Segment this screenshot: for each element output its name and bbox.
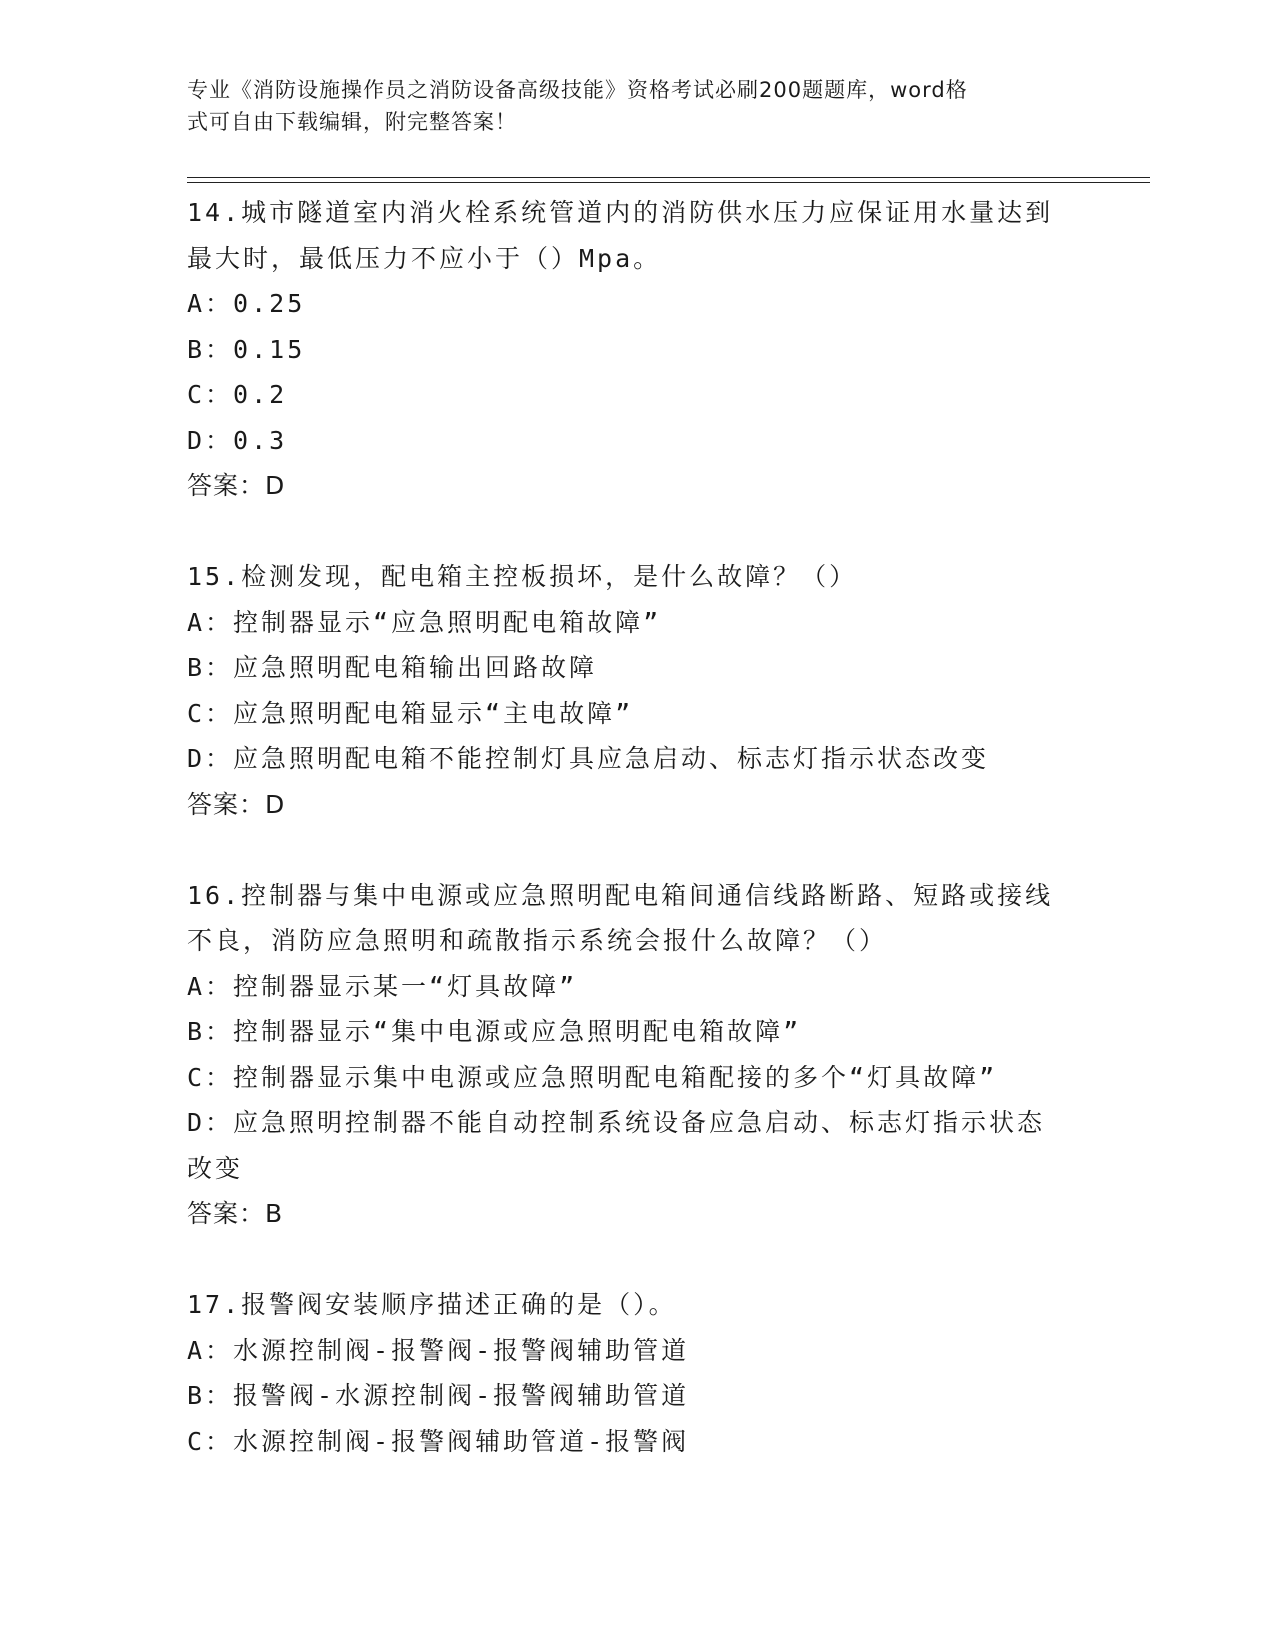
- document-header: [187, 74, 1067, 138]
- header-divider-bottom: [187, 182, 1150, 183]
- question-17: [187, 1282, 1087, 1464]
- question-stem-continued: 最大时，最低压力不应小于（）Mpa。: [187, 243, 662, 273]
- question-14: [187, 190, 1087, 509]
- header-divider-top: [187, 177, 1150, 178]
- option-a: A：0.25: [187, 289, 306, 318]
- option-a: A：控制器显示“应急照明配电箱故障”: [187, 607, 662, 637]
- answer-line: 答案：B: [187, 1199, 284, 1228]
- question-spacer: [187, 509, 1087, 555]
- option-d-continued: 改变: [187, 1153, 244, 1183]
- option-c: C：应急照明配电箱显示“主电故障”: [187, 698, 634, 728]
- option-c: C：控制器显示集中电源或应急照明配电箱配接的多个“灯具故障”: [187, 1062, 998, 1092]
- question-stem: 17.报警阀安装顺序描述正确的是（）。: [187, 1290, 677, 1319]
- option-b: B：控制器显示“集中电源或应急照明配电箱故障”: [187, 1017, 802, 1046]
- answer-line: 答案：D: [187, 789, 286, 819]
- question-stem: 14.城市隧道室内消火栓系统管道内的消防供水压力应保证用水量达到: [187, 198, 1054, 227]
- option-a: A：水源控制阀-报警阀-报警阀辅助管道: [187, 1335, 690, 1365]
- option-d: D：应急照明控制器不能自动控制系统设备应急启动、标志灯指示状态: [187, 1108, 1046, 1137]
- option-d: D：0.3: [187, 425, 288, 455]
- option-c: C：水源控制阀-报警阀辅助管道-报警阀: [187, 1426, 690, 1456]
- question-15: [187, 554, 1087, 827]
- answer-line: 答案：D: [187, 471, 286, 500]
- question-stem: 16.控制器与集中电源或应急照明配电箱间通信线路断路、短路或接线: [187, 880, 1054, 910]
- option-d: D：应急照明配电箱不能控制灯具应急启动、标志灯指示状态改变: [187, 744, 990, 773]
- option-b: B：应急照明配电箱输出回路故障: [187, 653, 598, 682]
- option-a: A：控制器显示某一“灯具故障”: [187, 971, 578, 1001]
- question-stem-continued: 不良，消防应急照明和疏散指示系统会报什么故障？（）: [187, 926, 888, 955]
- option-b: B：0.15: [187, 334, 306, 364]
- question-list: [187, 190, 1087, 1464]
- question-spacer: [187, 1237, 1087, 1283]
- question-spacer: [187, 827, 1087, 873]
- header-line-1: 专业《消防设施操作员之消防设备高级技能》资格考试必刷200题题库，word格: [187, 78, 968, 102]
- option-b: B：报警阀-水源控制阀-报警阀辅助管道: [187, 1381, 690, 1410]
- question-stem: 15.检测发现，配电箱主控板损坏，是什么故障？（）: [187, 562, 858, 591]
- option-c: C：0.2: [187, 380, 288, 409]
- header-line-2: 式可自由下载编辑，附完整答案！: [187, 110, 517, 134]
- question-16: [187, 873, 1087, 1237]
